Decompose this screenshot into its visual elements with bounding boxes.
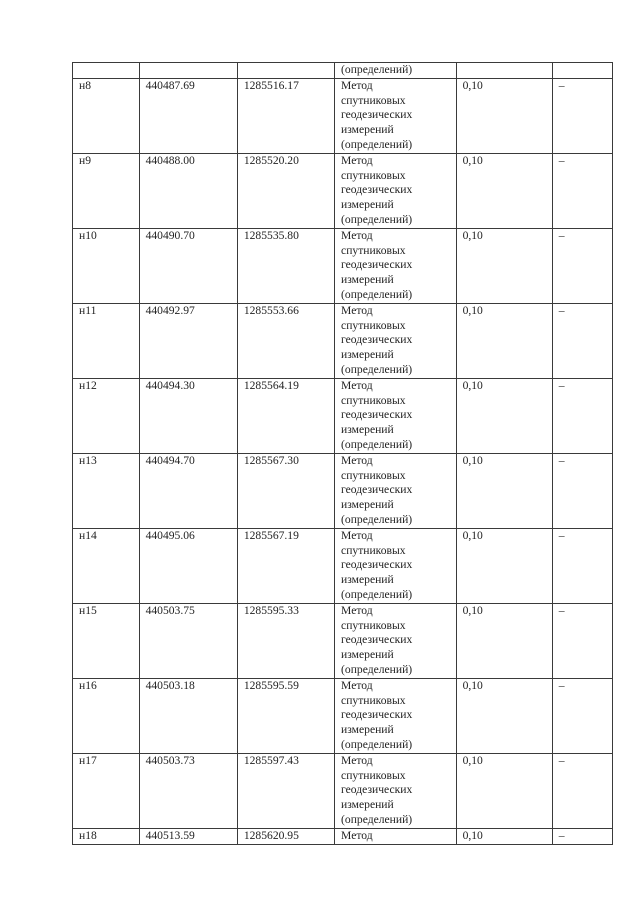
cell-note: – [552, 78, 612, 153]
method-text-line: геодезических [341, 483, 413, 497]
method-text-line: измерений [341, 273, 394, 287]
cell-point: н16 [73, 678, 140, 753]
method-text-line: (определений) [341, 812, 413, 826]
cell-y: 1285520.20 [237, 153, 334, 228]
cell-method [335, 303, 457, 378]
method-text-line: (определений) [341, 287, 413, 301]
cell-note: – [552, 603, 612, 678]
cell-x: 440492.97 [139, 303, 237, 378]
cell-method: Метод [335, 828, 457, 844]
cell-y: 1285516.17 [237, 78, 334, 153]
method-text-line: (определений) [341, 587, 413, 601]
cell-x: 440513.59 [139, 828, 237, 844]
table-row [73, 678, 613, 753]
cell-point: н18 [73, 828, 140, 844]
cell-note: – [552, 678, 612, 753]
method-text-line: Метод [341, 678, 373, 692]
method-text-line: спутниковых [341, 93, 406, 107]
method-text-line: геодезических [341, 633, 413, 647]
cell-point: н11 [73, 303, 140, 378]
method-text-line: спутниковых [341, 243, 406, 257]
method-text-line: спутниковых [341, 543, 406, 557]
method-text-line: спутниковых [341, 393, 406, 407]
cell-y: 1285535.80 [237, 228, 334, 303]
cell-note: – [552, 453, 612, 528]
cell-x: 440503.73 [139, 753, 237, 828]
method-text-line: Метод [341, 528, 373, 542]
method-text-line: геодезических [341, 108, 413, 122]
table-row-partial [73, 828, 613, 844]
cell-x: 440495.06 [139, 528, 237, 603]
method-text-line: спутниковых [341, 693, 406, 707]
cell-method: (определений) [335, 63, 457, 79]
method-text-line: измерений [341, 123, 394, 137]
method-text-line: Метод [341, 378, 373, 392]
cell-point [73, 63, 140, 79]
cell-y [237, 63, 334, 79]
cell-x [139, 63, 237, 79]
coordinates-table-body [73, 63, 613, 845]
cell-y: 1285553.66 [237, 303, 334, 378]
cell-note: – [552, 228, 612, 303]
cell-x: 440503.18 [139, 678, 237, 753]
method-text-line: Метод [341, 753, 373, 767]
method-text-line: (определений) [341, 737, 413, 751]
cell-note: – [552, 528, 612, 603]
cell-y: 1285620.95 [237, 828, 334, 844]
cell-method [335, 378, 457, 453]
method-text-line: (определений) [341, 362, 413, 376]
method-text-line: Метод [341, 78, 373, 92]
table-row [73, 453, 613, 528]
table-row [73, 303, 613, 378]
table-row [73, 378, 613, 453]
cell-point: н12 [73, 378, 140, 453]
method-text-line: (определений) [341, 137, 413, 151]
cell-point: н10 [73, 228, 140, 303]
method-text-line: (определений) [341, 512, 413, 526]
cell-accuracy [456, 63, 552, 79]
method-text-line: измерений [341, 498, 394, 512]
cell-method [335, 153, 457, 228]
cell-accuracy: 0,10 [456, 828, 552, 844]
cell-point: н15 [73, 603, 140, 678]
method-text-line: спутниковых [341, 168, 406, 182]
cell-x: 440488.00 [139, 153, 237, 228]
cell-point: н8 [73, 78, 140, 153]
method-text-line: измерений [341, 573, 394, 587]
cell-accuracy: 0,10 [456, 603, 552, 678]
method-text-line: геодезических [341, 558, 413, 572]
method-text-line: измерений [341, 723, 394, 737]
method-text-line: (определений) [341, 212, 413, 226]
cell-note: – [552, 753, 612, 828]
method-text-line: геодезических [341, 183, 413, 197]
cell-accuracy: 0,10 [456, 228, 552, 303]
method-text-line: спутниковых [341, 618, 406, 632]
method-text-line: Метод [341, 453, 373, 467]
method-text-line: геодезических [341, 708, 413, 722]
method-text-line: спутниковых [341, 768, 406, 782]
method-text-line: Метод [341, 153, 373, 167]
cell-x: 440487.69 [139, 78, 237, 153]
method-text-line: Метод [341, 228, 373, 242]
cell-x: 440490.70 [139, 228, 237, 303]
cell-method [335, 453, 457, 528]
table-row [73, 603, 613, 678]
table-row [73, 528, 613, 603]
table-row-continued [73, 63, 613, 79]
cell-accuracy: 0,10 [456, 528, 552, 603]
method-text-line: геодезических [341, 408, 413, 422]
method-text-line: (определений) [341, 437, 413, 451]
cell-note: – [552, 303, 612, 378]
table-row [73, 753, 613, 828]
cell-accuracy: 0,10 [456, 153, 552, 228]
cell-point: н9 [73, 153, 140, 228]
method-text-line: Метод [341, 303, 373, 317]
cell-y: 1285564.19 [237, 378, 334, 453]
cell-point: н17 [73, 753, 140, 828]
cell-note: – [552, 153, 612, 228]
cell-note [552, 63, 612, 79]
method-text-line: измерений [341, 648, 394, 662]
cell-y: 1285595.59 [237, 678, 334, 753]
cell-y: 1285567.30 [237, 453, 334, 528]
cell-accuracy: 0,10 [456, 453, 552, 528]
cell-y: 1285567.19 [237, 528, 334, 603]
table-row [73, 78, 613, 153]
cell-accuracy: 0,10 [456, 78, 552, 153]
cell-method [335, 753, 457, 828]
cell-note: – [552, 378, 612, 453]
method-text-line: измерений [341, 198, 394, 212]
coordinates-table [72, 62, 613, 845]
cell-accuracy: 0,10 [456, 303, 552, 378]
method-text-line: измерений [341, 798, 394, 812]
method-text-line: геодезических [341, 258, 413, 272]
cell-y: 1285597.43 [237, 753, 334, 828]
cell-method [335, 78, 457, 153]
method-text-line: (определений) [341, 662, 413, 676]
cell-method [335, 603, 457, 678]
cell-x: 440494.30 [139, 378, 237, 453]
cell-point: н13 [73, 453, 140, 528]
table-row [73, 228, 613, 303]
method-text-line: спутниковых [341, 468, 406, 482]
cell-y: 1285595.33 [237, 603, 334, 678]
cell-method [335, 228, 457, 303]
cell-note: – [552, 828, 612, 844]
cell-x: 440494.70 [139, 453, 237, 528]
cell-accuracy: 0,10 [456, 678, 552, 753]
method-text-line: измерений [341, 348, 394, 362]
cell-accuracy: 0,10 [456, 753, 552, 828]
cell-x: 440503.75 [139, 603, 237, 678]
cell-method [335, 678, 457, 753]
method-text-line: геодезических [341, 783, 413, 797]
cell-method [335, 528, 457, 603]
method-text-line: геодезических [341, 333, 413, 347]
method-text-line: спутниковых [341, 318, 406, 332]
cell-accuracy: 0,10 [456, 378, 552, 453]
cell-point: н14 [73, 528, 140, 603]
table-row [73, 153, 613, 228]
method-text-line: измерений [341, 423, 394, 437]
method-text-line: Метод [341, 603, 373, 617]
